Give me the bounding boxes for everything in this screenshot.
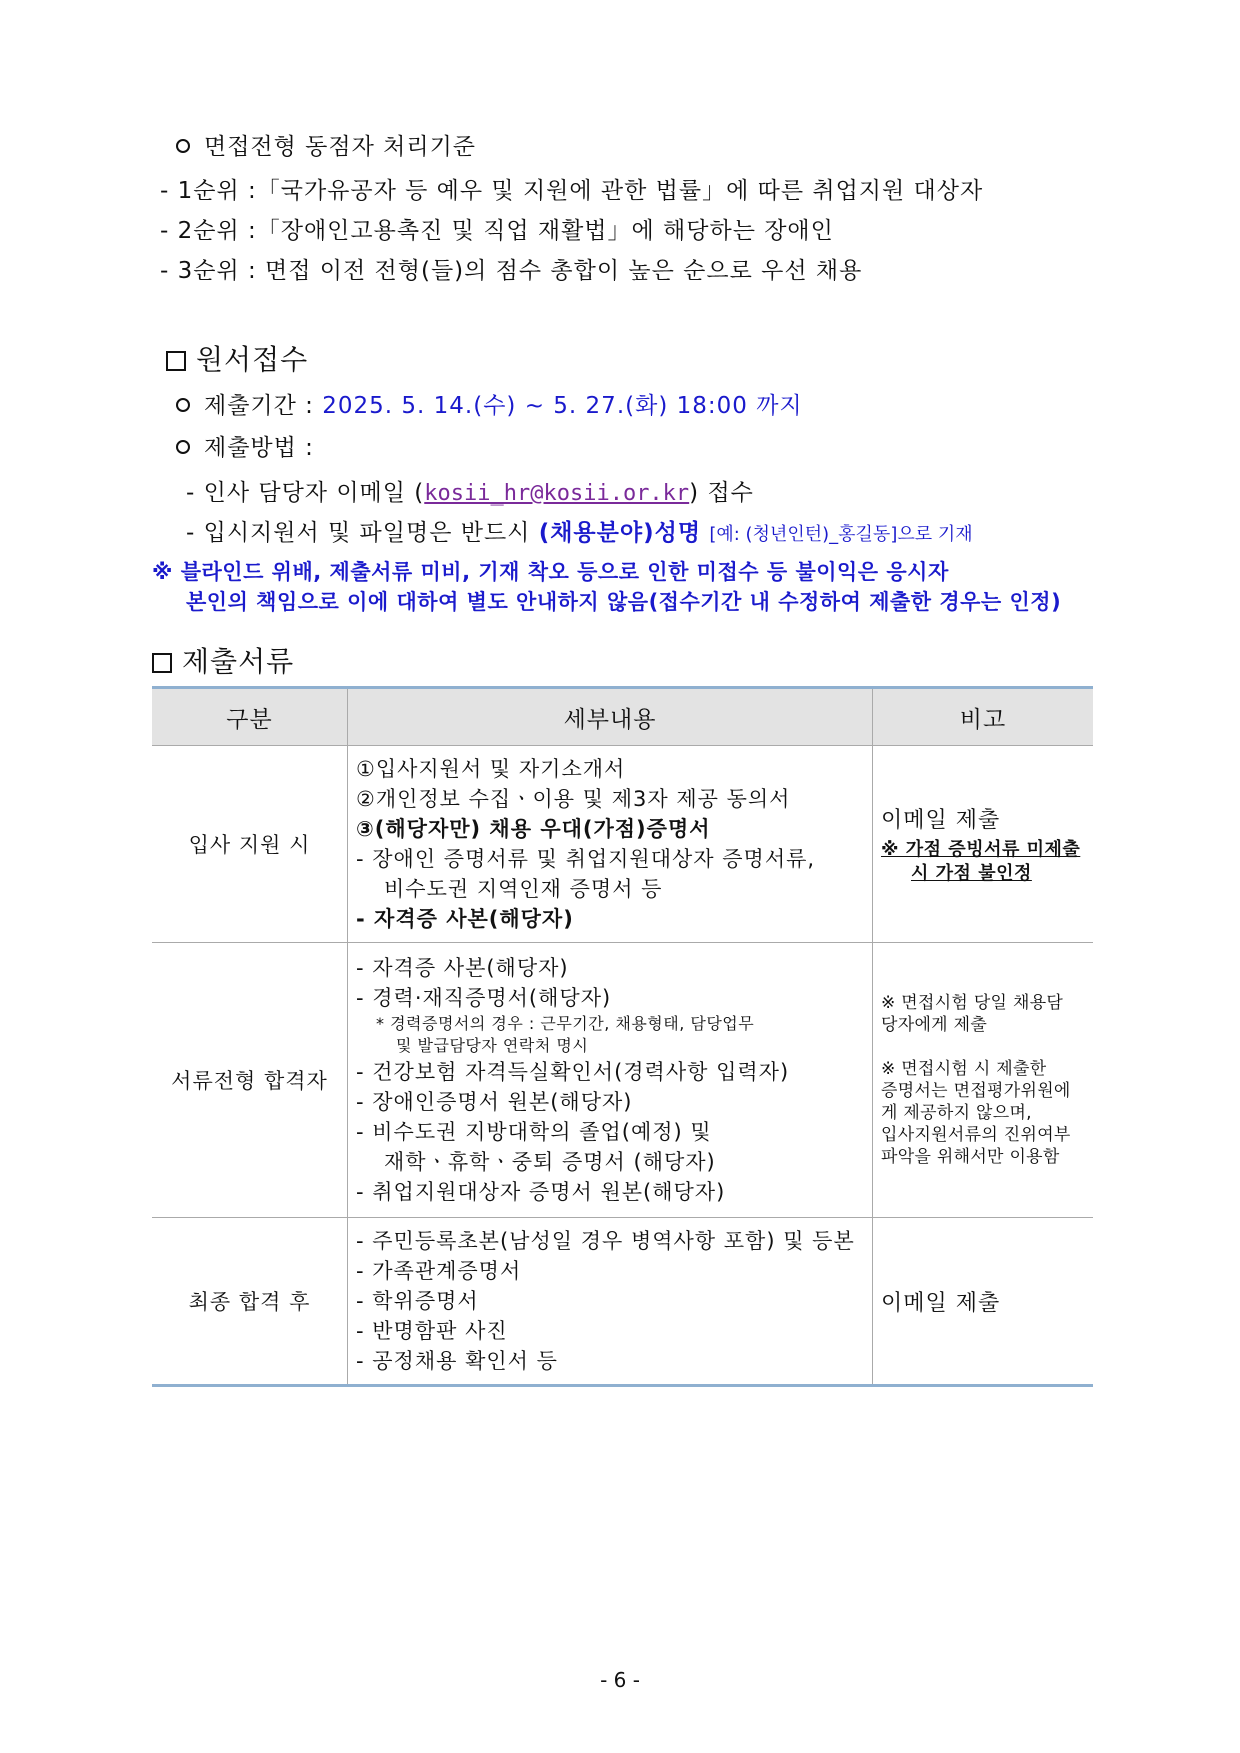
- square-bullet-icon: [166, 351, 186, 371]
- square-bullet-icon: [152, 653, 172, 673]
- documents-table: [152, 686, 1093, 1387]
- submission-file-line: - 입시지원서 및 파일명은 반드시 (채용분야)성명 [예: (청년인턴)_홍길동]으로 기재: [186, 520, 973, 546]
- table-header-row: [152, 688, 1093, 746]
- submission-method: 제출방법 :: [176, 429, 314, 462]
- row-category: 입사 지원 시: [152, 746, 348, 943]
- tiebreak-item-1: - 1순위 :「국가유공자 등 예우 및 지원에 관한 법률」에 따른 취업지원 대상자: [160, 178, 984, 204]
- submission-period: 제출기간 : 2025. 5. 14.(수) ~ 5. 27.(화) 18:00 까지: [176, 387, 803, 420]
- documents-heading: 제출서류: [152, 640, 294, 680]
- file-name-example: [예: (청년인턴)_홍길동]으로 기재: [709, 524, 973, 545]
- row-remark: ※ 면접시험 당일 채용담 당자에게 제출 ※ 면접시험 시 제출한 증명서는 면접평가위원에 게 제공하지 않으며, 입사지원서류의 진위여부 파악을 위해서만 이용함: [873, 943, 1094, 1218]
- tiebreak-title: 면접전형 동점자 처리기준: [176, 128, 476, 161]
- tiebreak-item-3: - 3순위 : 면접 이전 전형(들)의 점수 총합이 높은 순으로 우선 채용: [160, 258, 863, 284]
- table-row: [152, 943, 1093, 1218]
- page-number: - 6 -: [600, 1668, 640, 1692]
- table-row: [152, 746, 1093, 943]
- column-header-category: 구분: [152, 688, 348, 746]
- row-detail: - 주민등록초본(남성일 경우 병역사항 포함) 및 등본 - 가족관계증명서 - 학위증명서 - 반명함판 사진 - 공정채용 확인서 등: [348, 1218, 873, 1386]
- file-name-format: (채용분야)성명: [538, 520, 702, 546]
- table-row: [152, 1218, 1093, 1386]
- row-detail: ①입사지원서 및 자기소개서 ②개인정보 수집ㆍ이용 및 제3자 제공 동의서 ③(해당자만) 채용 우대(가점)증명서 - 장애인 증명서류 및 취업지원대상자 증명서류, 비수도권 지역인재 증명서 등 - 자격증 사본(해당자): [348, 746, 873, 943]
- notice-line-1: ※ 블라인드 위배, 제출서류 미비, 기재 착오 등으로 인한 미접수 등 불이익은 응시자: [152, 560, 949, 584]
- column-header-detail: 세부내용: [348, 688, 873, 746]
- row-category: 서류전형 합격자: [152, 943, 348, 1218]
- column-header-remark: 비고: [873, 688, 1094, 746]
- circle-bullet-icon: [176, 139, 190, 153]
- circle-bullet-icon: [176, 440, 190, 454]
- hr-email-link[interactable]: kosii_hr@kosii.or.kr: [424, 481, 690, 506]
- row-category: 최종 합격 후: [152, 1218, 348, 1386]
- notice-line-2: 본인의 책임으로 이에 대하여 별도 안내하지 않음(접수기간 내 수정하여 제출한 경우는 인정): [186, 590, 1062, 614]
- row-detail: - 자격증 사본(해당자) - 경력·재직증명서(해당자) * 경력증명서의 경우 : 근무기간, 채용형태, 담당업무 및 발급담당자 연락처 명시 - 건강보험 자격득실확인서(경력사항 입력자) - 장애인증명서 원본(해당자) - 비수도권 지방대학의 졸업(예정) 및 재학ㆍ휴학ㆍ중퇴 증명서 (해당자) - 취업지원대상자 증명서 원본(해당자): [348, 943, 873, 1218]
- tiebreak-item-2: - 2순위 :「장애인고용촉진 및 직업 재활법」에 해당하는 장애인: [160, 218, 834, 244]
- row-remark: 이메일 제출: [873, 1218, 1094, 1386]
- submission-period-value: 2025. 5. 14.(수) ~ 5. 27.(화) 18:00 까지: [322, 393, 803, 419]
- submission-email-line: - 인사 담당자 이메일 (kosii_hr@kosii.or.kr) 접수: [186, 480, 754, 506]
- circle-bullet-icon: [176, 398, 190, 412]
- application-heading: 원서접수: [166, 338, 308, 378]
- row-remark: 이메일 제출 ※ 가점 증빙서류 미제출 시 가점 불인정: [873, 746, 1094, 943]
